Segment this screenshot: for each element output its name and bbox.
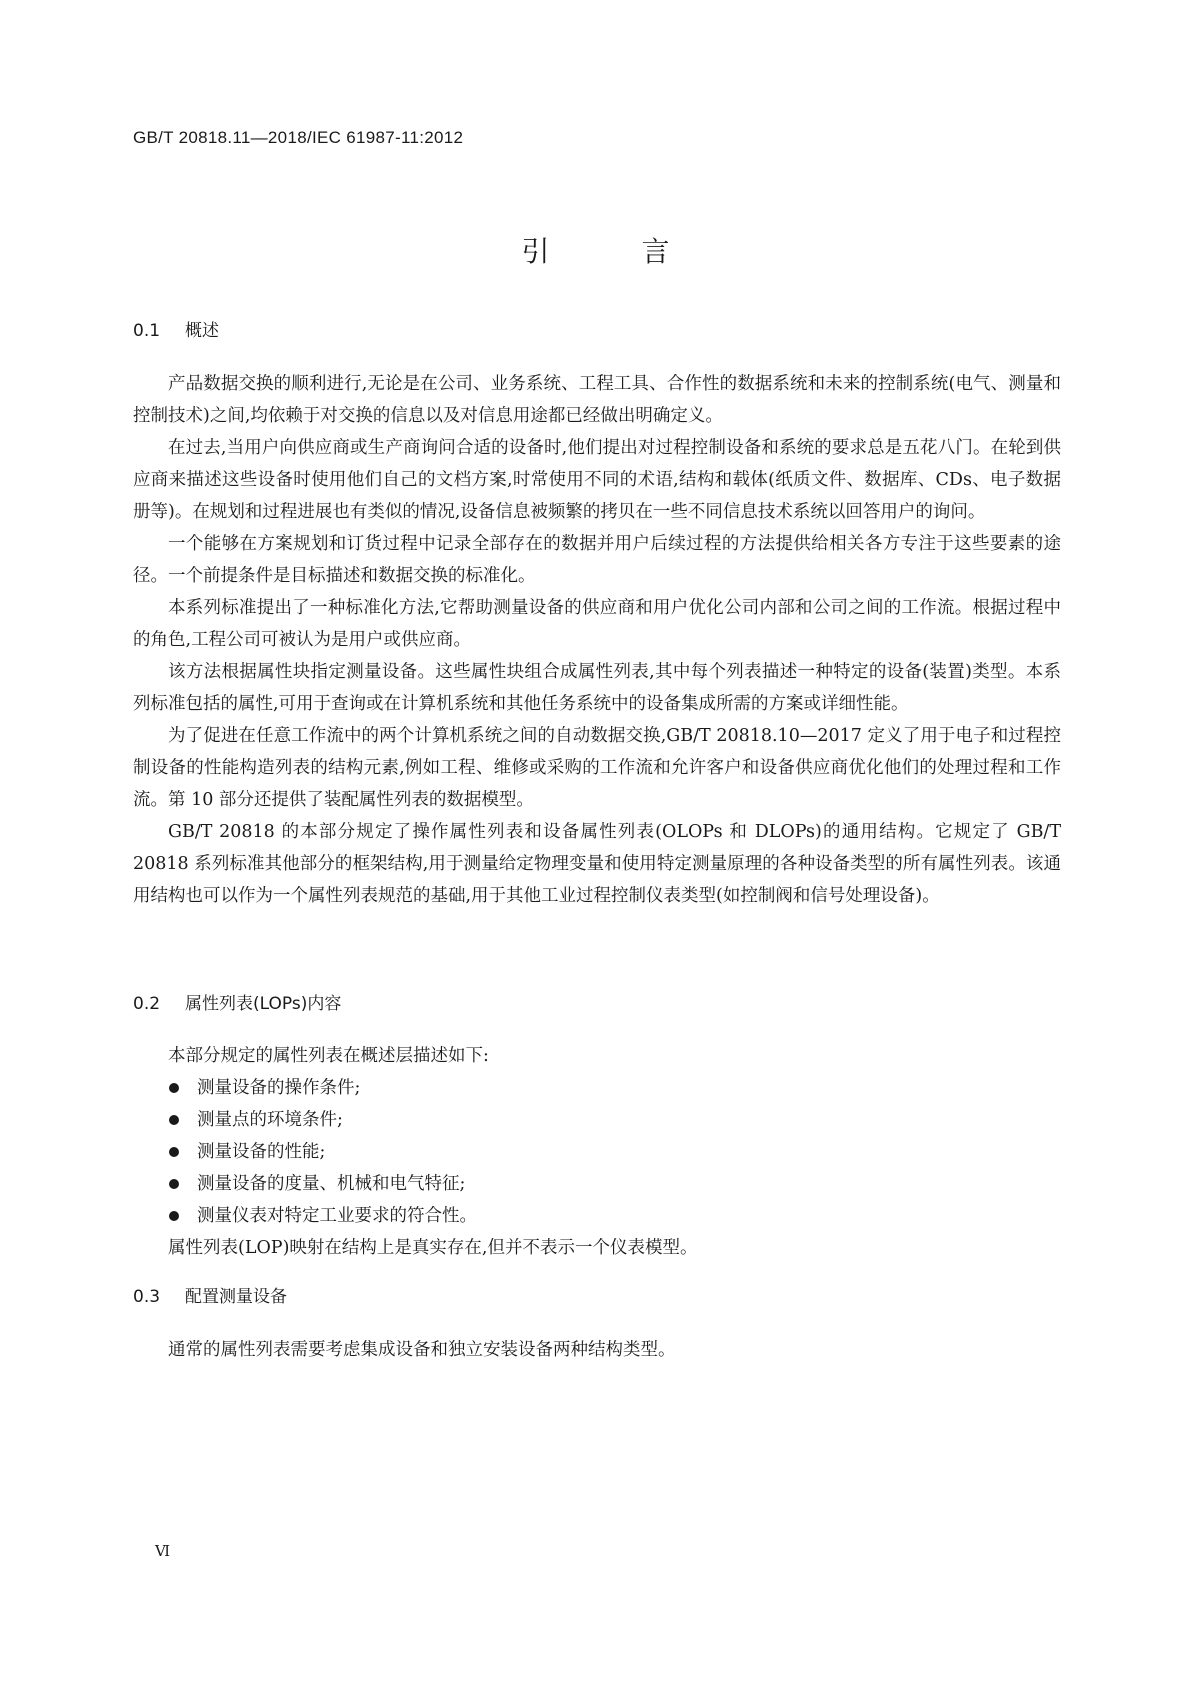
list-item: 测量点的环境条件; (133, 1104, 1061, 1136)
bullet-icon (169, 1211, 179, 1221)
section-body-0-1 (133, 368, 1061, 912)
paragraph: 属性列表(LOP)映射在结构上是真实存在,但并不表示一个仪表模型。 (168, 1238, 698, 1258)
section-body-0-3 (133, 1334, 1061, 1366)
paragraph: 该方法根据属性块指定测量设备。这些属性块组合成属性列表,其中每个列表描述一种特定的设备(装置)类型。本系列标准包括的属性,可用于查询或在计算机系统和其他任务系统中的设备集成所需的方案或详细性能。 (133, 662, 1061, 714)
section-number: 0.1 (133, 321, 161, 341)
list-item: 测量设备的性能; (133, 1136, 1061, 1168)
paragraph: 在过去,当用户向供应商或生产商询问合适的设备时,他们提出对过程控制设备和系统的要求总是五花八门。在轮到供应商来描述这些设备时使用他们自己的文档方案,时常使用不同的术语,结构和载体(纸质文件、数据库、CDs、电子数据册等)。在规划和过程进展也有类似的情况,设备信息被频繁的拷贝在一些不同信息技术系统以回答用户的询问。 (133, 438, 1061, 522)
title-char-2: 言 (641, 235, 670, 268)
bullet-icon (169, 1179, 179, 1189)
paragraph: 本系列标准提出了一种标准化方法,它帮助测量设备的供应商和用户优化公司内部和公司之间的工作流。根据过程中的角色,工程公司可被认为是用户或供应商。 (133, 598, 1061, 650)
paragraph: GB/T 20818 的本部分规定了操作属性列表和设备属性列表(OLOPs 和 DLOPs)的通用结构。它规定了 GB/T 20818 系列标准其他部分的框架结构,用于测量给定物理变量和使用特定测量原理的各种设备类型的所有属性列表。该通用结构也可以作为一个属性列表规范的基础,用于其他工业过程控制仪表类型(如控制阀和信号处理设备)。 (133, 822, 1061, 906)
paragraph: 本部分规定的属性列表在概述层描述如下: (168, 1046, 489, 1066)
paragraph: 一个能够在方案规划和订货过程中记录全部存在的数据并用户后续过程的方法提供给相关各方专注于这些要素的途径。一个前提条件是目标描述和数据交换的标准化。 (133, 534, 1061, 586)
section-body-0-2 (133, 1040, 1061, 1264)
section-heading-0-1 (133, 316, 219, 341)
bullet-list (133, 1072, 1061, 1232)
section-title: 概述 (185, 321, 219, 341)
paragraph: 为了促进在任意工作流中的两个计算机系统之间的自动数据交换,GB/T 20818.10—2017 定义了用于电子和过程控制设备的性能构造列表的结构元素,例如工程、维修或采购的工作流和允许客户和设备供应商优化他们的处理过程和工作流。第 10 部分还提供了装配属性列表的数据模型。 (133, 726, 1061, 810)
section-heading-0-2 (133, 989, 341, 1014)
bullet-icon (169, 1147, 179, 1157)
page-title (0, 230, 1191, 270)
section-title: 配置测量设备 (185, 1287, 287, 1307)
document-header-standard-code: GB/T 20818.11—2018/IEC 61987-11:2012 (133, 128, 464, 147)
page-number: Ⅵ (155, 1542, 171, 1560)
list-item: 测量设备的度量、机械和电气特征; (133, 1168, 1061, 1200)
bullet-icon (169, 1115, 179, 1125)
title-char-1: 引 (521, 235, 550, 268)
bullet-icon (169, 1083, 179, 1093)
section-heading-0-3 (133, 1282, 287, 1307)
paragraph: 通常的属性列表需要考虑集成设备和独立安装设备两种结构类型。 (168, 1340, 676, 1360)
list-item: 测量仪表对特定工业要求的符合性。 (133, 1200, 1061, 1232)
section-title: 属性列表(LOPs)内容 (185, 994, 342, 1014)
list-item: 测量设备的操作条件; (133, 1072, 1061, 1104)
section-number: 0.2 (133, 994, 161, 1014)
paragraph: 产品数据交换的顺利进行,无论是在公司、业务系统、工程工具、合作性的数据系统和未来的控制系统(电气、测量和控制技术)之间,均依赖于对交换的信息以及对信息用途都已经做出明确定义。 (133, 374, 1061, 426)
section-number: 0.3 (133, 1287, 161, 1307)
